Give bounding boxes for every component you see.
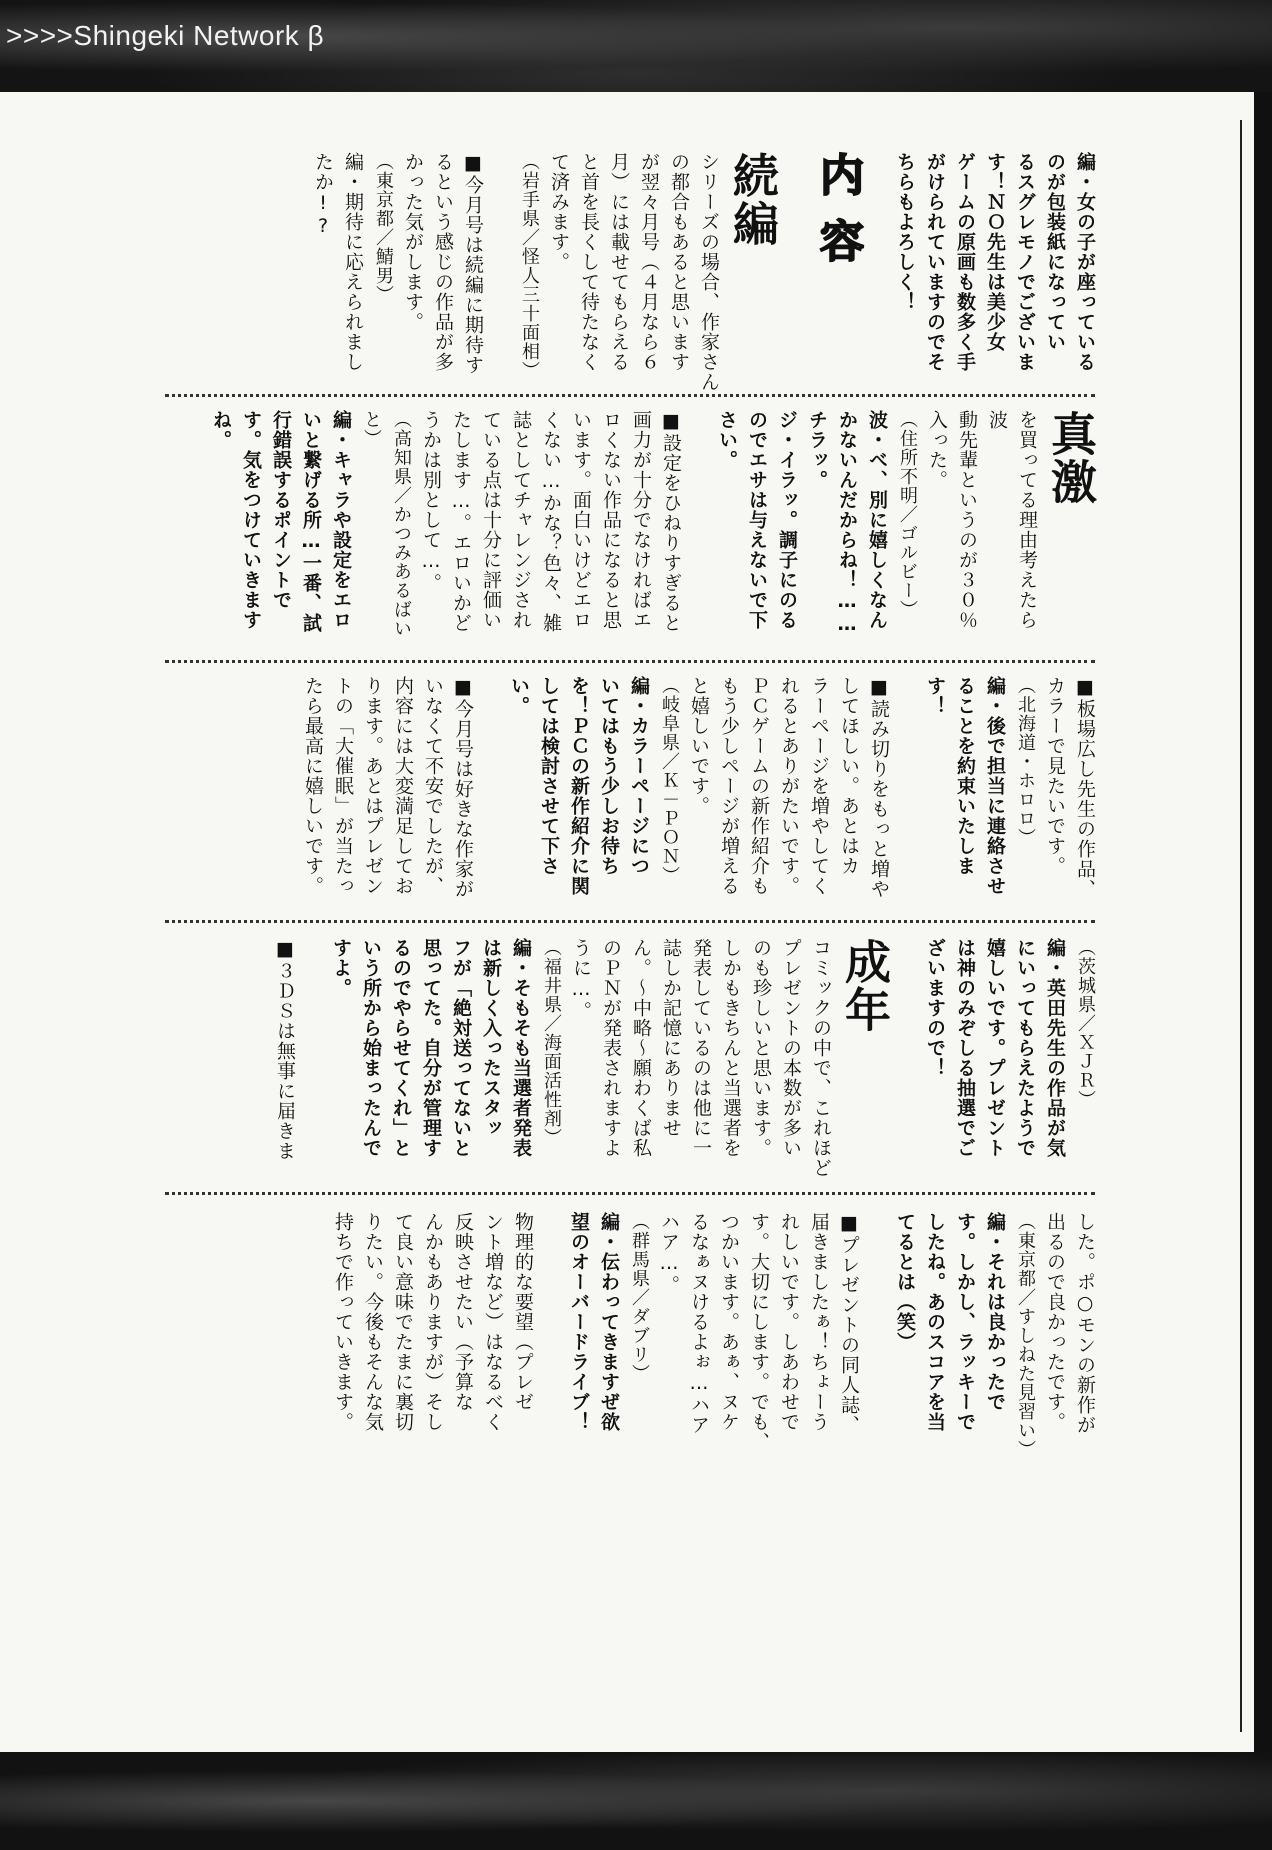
- magazine-title-keyword: 続編: [726, 152, 780, 248]
- header-bar: [0, 0, 1272, 92]
- divider: [165, 660, 1095, 663]
- footer-bar: [0, 1752, 1272, 1850]
- editor-reply-line: しては検討させて下さ: [538, 676, 560, 876]
- editor-reply-line: のでエサは与えないで下: [746, 410, 768, 630]
- editor-reply-line: いてはもう少しお待ち: [598, 676, 620, 876]
- section-heading: 内容: [812, 152, 863, 284]
- editor-reply-line: い。: [508, 676, 530, 716]
- reader-signature: （岐阜県／Ｋ－ＰＯＮ）: [659, 676, 680, 885]
- reader-signature: （福井県／海面活性剤）: [541, 938, 562, 1147]
- letter-line: 誌としてチャレンジされ: [510, 410, 532, 630]
- letter-line: の都合もあると思います: [668, 152, 690, 372]
- reader-signature: （茨城県／ＸＪＲ）: [1075, 938, 1096, 1109]
- editor-reply-line: チラッ。: [806, 410, 828, 490]
- letter-line: コミックの中で、これほど: [810, 938, 832, 1178]
- letter-block: [298, 676, 478, 911]
- letter-line: ている点は十分に評価い: [480, 410, 502, 630]
- letter-line: ロくない作品になると思: [600, 410, 622, 630]
- editor-reply-line: 行錯誤するポイントで: [270, 410, 292, 610]
- editor-reply-line: 望のオーバードライブ！: [568, 1212, 590, 1432]
- editor-reply-line: 編・後で担当に連絡させ: [984, 676, 1006, 896]
- letter-line: んかもありますが）そし: [422, 1212, 444, 1432]
- letter-line: を買ってる理由考えたら波: [986, 410, 1038, 630]
- letter-line: す。大切にします。でも、: [748, 1212, 770, 1452]
- editor-reply-line: いう所から始まったんで: [360, 938, 382, 1158]
- letter-line: のＰＮが発表されますよ: [600, 938, 622, 1158]
- editor-reply-line: るスグレモノでございま: [1014, 152, 1036, 372]
- letter-line: 動先輩というのが３０％: [956, 410, 978, 630]
- editor-reply-line: さい。: [716, 410, 738, 470]
- letter-line: いなくて不安でしたが、: [422, 676, 444, 896]
- reader-signature: （東京都／すしねた見習い）: [1015, 1212, 1036, 1459]
- letter-block: [890, 1212, 1100, 1462]
- letter-line: かった気がします。: [402, 152, 424, 332]
- editor-reply-line: にいってもらえたようで: [1014, 938, 1036, 1158]
- letter-line: 届きましたぁ！ちょーう: [808, 1212, 830, 1432]
- right-edge: [1254, 92, 1272, 1752]
- letter-line: たか!?: [312, 152, 334, 238]
- letter-line: 出るので良かったです。: [1044, 1212, 1066, 1432]
- letter-block: [270, 938, 300, 1188]
- letter-line: と首を長くして待たなく: [578, 152, 600, 372]
- letter-block: [920, 676, 1100, 911]
- header-title: >>>>Shingeki Network β: [6, 20, 325, 51]
- letter-line: 画力が十分でなければエ: [630, 410, 652, 630]
- letter-line: 誌しか記憶にありませ: [660, 938, 682, 1138]
- letter-line: ■読み切りをもっと増や: [868, 676, 890, 899]
- letter-line: ■プレゼントの同人誌、: [838, 1212, 860, 1435]
- letter-block: [514, 152, 782, 452]
- letter-line: て良い意味でたまに裏切: [392, 1212, 414, 1432]
- letter-line: しかもきちんと当選者を: [720, 938, 742, 1158]
- editor-reply-line: 編・女の子が座っている: [1074, 152, 1096, 372]
- editor-reply-line: 波・べ、別に嬉しくなん: [866, 410, 888, 630]
- letter-line: います。面白いけどエロ: [570, 410, 592, 630]
- editor-reply-line: 編・カラーページにつ: [628, 676, 650, 876]
- editor-reply-line: 嬉しいです。プレゼント: [984, 938, 1006, 1158]
- letter-line: してほしい。あとはカ: [838, 676, 860, 876]
- page: [0, 92, 1254, 1752]
- letter-line: した。ポ○モンの新作が: [1074, 1212, 1096, 1435]
- editor-reply-line: す。しかし、ラッキーで: [954, 1212, 976, 1432]
- editor-reply-line: 編・そもそも当選者発表: [510, 938, 532, 1158]
- letter-line: ＰＣゲームの新作紹介も: [748, 676, 770, 896]
- letter-line: ント増など）はなるべく: [482, 1212, 504, 1432]
- letter-line: ■３ＤＳは無事に届きま: [274, 938, 296, 1161]
- reader-signature: （群馬県／ダブリ）: [629, 1212, 650, 1383]
- divider: [165, 394, 1095, 397]
- letter-line: るという感じの作品が多: [432, 152, 454, 372]
- letter-line: 月）には載せてもらえる: [608, 152, 630, 372]
- letter-line: るなぁヌけるよぉ…ハア: [688, 1212, 710, 1435]
- editor-reply-line: 編・伝わってきますぜ欲: [598, 1212, 620, 1432]
- letter-line: れるとありがたいです。: [778, 676, 800, 896]
- letter-block: [890, 152, 1100, 452]
- letter-line: 入った。: [926, 410, 948, 490]
- letter-block: [206, 410, 686, 645]
- letter-line: ■今月号は続編に期待す: [462, 152, 484, 375]
- letter-line: つかいます。あぁ、ヌケ: [718, 1212, 740, 1432]
- letter-line: ■今月号は好きな作家が: [452, 676, 474, 899]
- reader-signature: （高知県／かつみあるばいと）: [361, 410, 412, 638]
- editor-reply-line: フが「絶対送ってないと: [450, 938, 472, 1158]
- letter-line: 持ちで作っていきます。: [332, 1212, 354, 1432]
- letter-line: くない…かな？色々、雑: [540, 410, 562, 633]
- letter-line: れしいです。しあわせで: [778, 1212, 800, 1432]
- letter-line: うに…。: [570, 938, 592, 1021]
- letters-row-3: [160, 676, 1100, 911]
- editor-reply-line: 編・キャラや設定をエロ: [330, 410, 352, 630]
- letter-block: [712, 410, 1100, 645]
- editor-reply-line: 編・英田先生の作品が気: [1044, 938, 1066, 1158]
- reader-signature: （北海道・ホロロ）: [1015, 676, 1036, 847]
- editor-reply-line: は神のみぞしる抽選でご: [954, 938, 976, 1158]
- editor-reply-line: を！ＰＣの新作紹介に関: [568, 676, 590, 896]
- reader-signature: （住所不明／ゴルビー）: [897, 410, 918, 619]
- letters-row-1: [160, 152, 1100, 452]
- letters-row-2: [160, 410, 1100, 645]
- letter-line: て済みます。: [548, 152, 570, 272]
- editor-reply-line: がけられていますのでそ: [924, 152, 946, 372]
- letter-line: ります。あとはプレゼン: [362, 676, 384, 896]
- letter-line: 発表しているのは他に一: [690, 938, 712, 1158]
- editor-reply-line: ざいますので！: [924, 938, 946, 1078]
- magazine-title-keyword: 真激: [1044, 410, 1098, 506]
- letter-line: プレゼントの本数が多い: [780, 938, 802, 1158]
- letters-row-5: [160, 1212, 1100, 1462]
- editor-reply-line: ゲームの原画も数多く手: [954, 152, 976, 372]
- editor-reply-line: は新しく入ったスタッ: [480, 938, 502, 1138]
- editor-reply-line: 編・それは良かったで: [984, 1212, 1006, 1412]
- letter-line: トの「大催眠」が当たっ: [332, 676, 354, 896]
- letter-line: うかは別として…。: [420, 410, 442, 593]
- letter-block: [920, 938, 1100, 1188]
- divider: [165, 1192, 1095, 1195]
- divider: [165, 920, 1095, 923]
- letter-line: ハア…。: [658, 1212, 680, 1295]
- editor-reply-line: す！ＮＯ先生は美少女: [984, 152, 1006, 352]
- letters-row-4: [160, 938, 1100, 1188]
- letter-line: 内容には大変満足してお: [392, 676, 414, 896]
- letter-line: と嬉しいです。: [688, 676, 710, 816]
- letter-line: ラーページを増やしてく: [808, 676, 830, 896]
- editor-reply-line: すよ。: [330, 938, 352, 998]
- editor-reply-line: いと繋げる所…一番、試: [300, 410, 322, 633]
- letter-line: 物理的な要望（プレゼ: [512, 1212, 534, 1412]
- letter-line: たら最高に嬉しいです。: [302, 676, 324, 896]
- letter-line: シリーズの場合、作家さん: [698, 152, 720, 392]
- editor-reply-line: ジ・イラッ。調子にのる: [776, 410, 798, 630]
- letter-line: 反映させたい（予算な: [452, 1212, 474, 1412]
- letter-line: ■設定をひねりすぎると: [660, 410, 682, 633]
- magazine-title-keyword: 成年: [838, 938, 892, 1034]
- editor-reply-line: す。気をつけていきます: [240, 410, 262, 630]
- editor-reply-line: す！: [924, 676, 946, 716]
- editor-reply-line: のが包装紙になってい: [1044, 152, 1066, 352]
- editor-reply-line: かないんだからね！……: [836, 410, 858, 636]
- letter-line: 編・期待に応えられまし: [342, 152, 364, 372]
- editor-reply-line: したね。あのスコアを当: [924, 1212, 946, 1432]
- letter-block: [564, 1212, 864, 1462]
- editor-reply-line: ちらもよろしく！: [894, 152, 916, 312]
- letter-line: のも珍しいと思います。: [750, 938, 772, 1158]
- letter-line: たします…。エロいかど: [450, 410, 472, 633]
- letter-line: が翌々月号（４月なら６: [638, 152, 660, 372]
- editor-reply-line: るのでやらせてくれ」と: [390, 938, 412, 1158]
- letter-line: ん。～中略～願わくば私: [630, 938, 652, 1158]
- editor-reply-line: 思ってた。自分が管理す: [420, 938, 442, 1158]
- letter-line: ■板場広し先生の作品、: [1074, 676, 1096, 899]
- reader-signature: （東京都／鯖男）: [373, 152, 394, 304]
- reader-signature: （岩手県／怪人三十面相）: [519, 152, 540, 380]
- editor-reply-line: ね。: [210, 410, 232, 450]
- editor-reply-line: ることを約束いたしま: [954, 676, 976, 876]
- letter-line: カラーで見たいです。: [1044, 676, 1066, 876]
- letter-block: [504, 676, 894, 911]
- letter-line: りたい。今後もそんな気: [362, 1212, 384, 1432]
- letter-line: もう少しページが増える: [718, 676, 740, 896]
- letter-block: [328, 1212, 538, 1462]
- letter-block: [326, 938, 894, 1188]
- editor-reply-line: てるとは（笑）: [894, 1212, 916, 1352]
- letter-block: [308, 152, 488, 452]
